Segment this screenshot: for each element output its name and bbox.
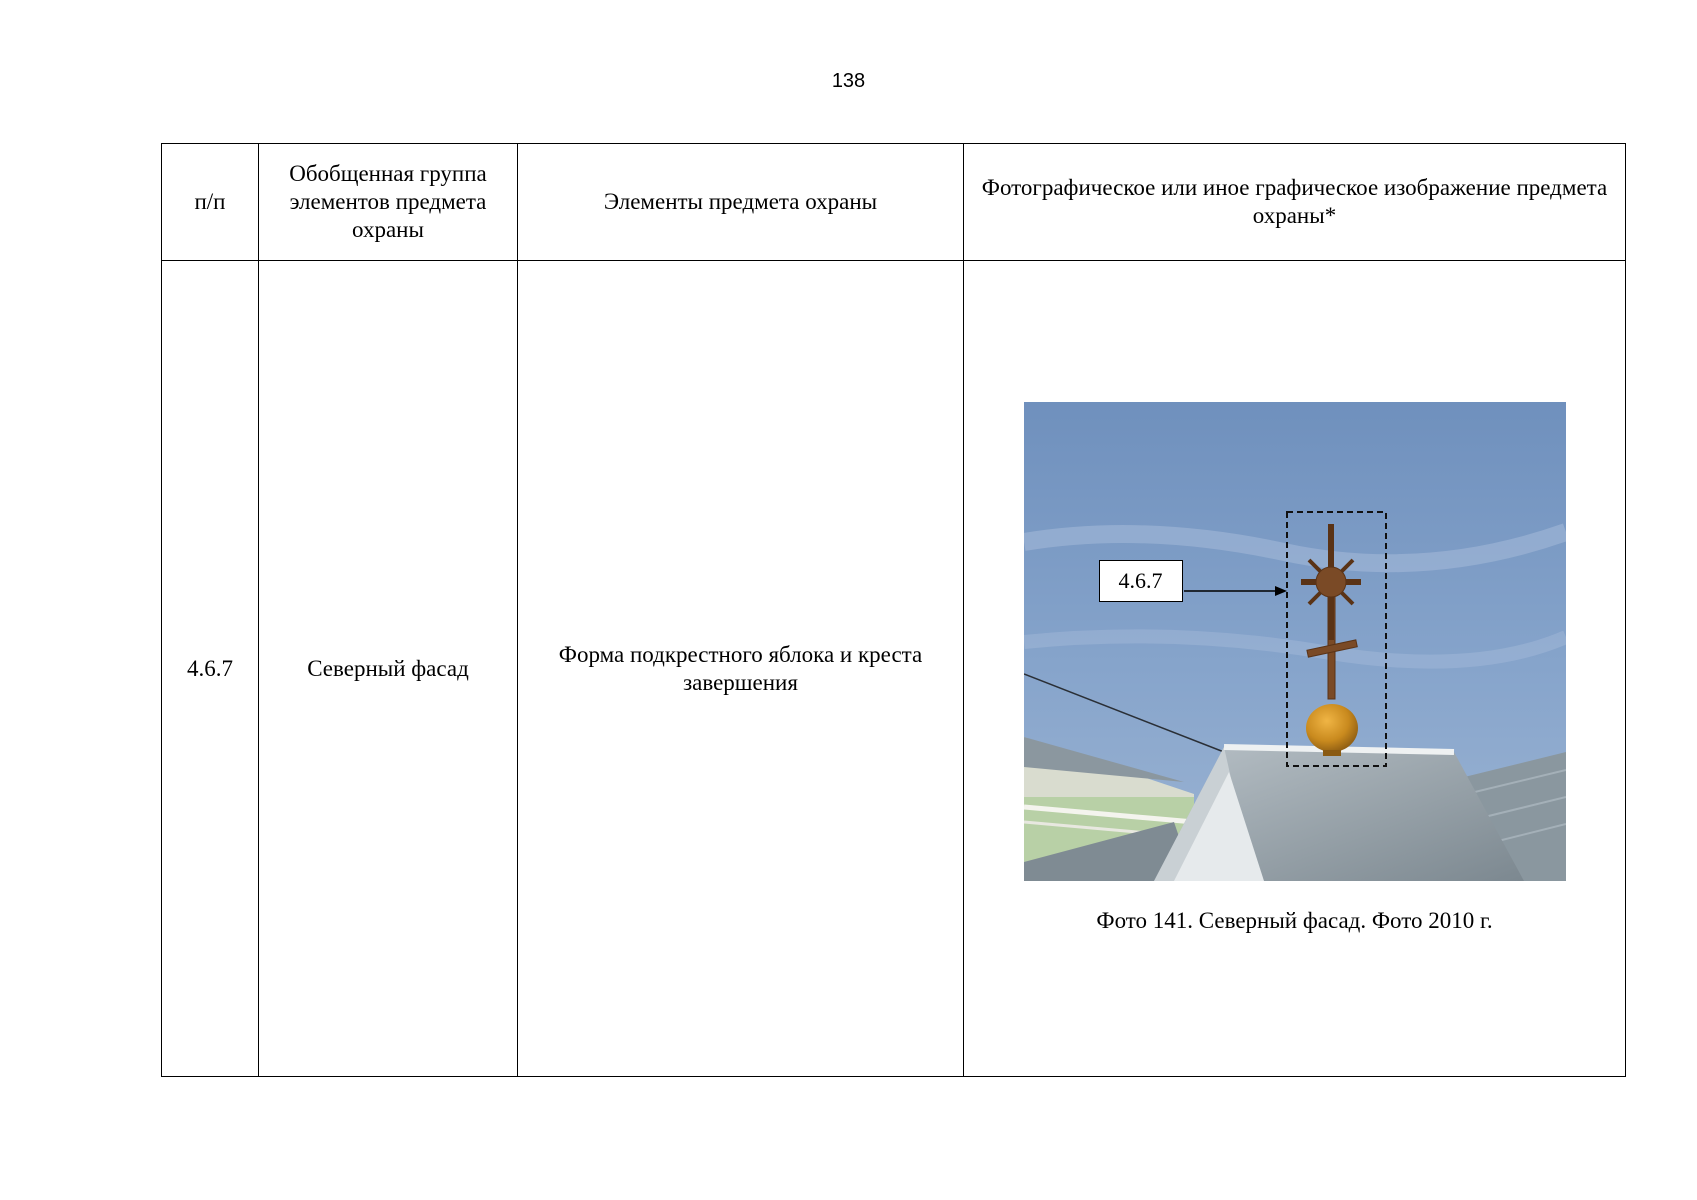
table-header-row	[162, 144, 1626, 261]
row-element: Форма подкрестного яблока и креста завершения	[518, 261, 964, 1077]
row-group: Северный фасад	[259, 261, 518, 1077]
photo-figure	[1024, 402, 1566, 935]
row-photo-cell	[964, 261, 1626, 1077]
protection-table	[161, 143, 1626, 1077]
row-number: 4.6.7	[162, 261, 259, 1077]
photo-caption: Фото 141. Северный фасад. Фото 2010 г.	[1096, 908, 1493, 933]
header-elements: Элементы предмета охраны	[518, 144, 964, 261]
header-number: п/п	[162, 144, 259, 261]
cross-photo	[1024, 402, 1566, 881]
table-row	[162, 261, 1626, 1077]
photo-callout-label: 4.6.7	[1099, 560, 1183, 602]
page-number: 138	[831, 70, 866, 92]
header-image: Фотографическое или иное графическое изображение предмета охраны*	[964, 144, 1626, 261]
header-group: Обобщенная группа элементов предмета охраны	[259, 144, 518, 261]
